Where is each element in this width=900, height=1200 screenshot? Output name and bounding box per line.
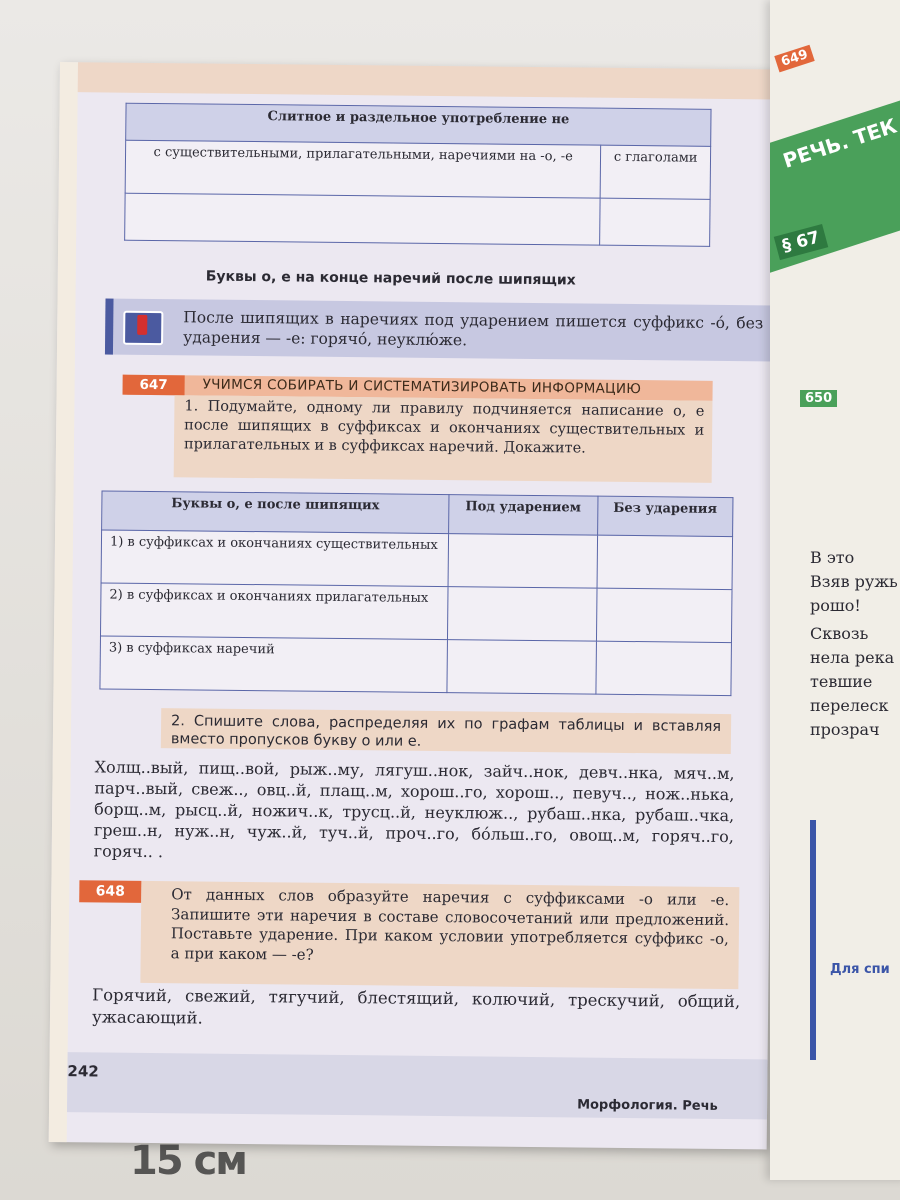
- facing-label: Для спи: [830, 962, 890, 977]
- task-647-number: 647: [123, 375, 185, 396]
- table-o-e-after-sibilants: [99, 490, 733, 696]
- table-header-stressed: Под ударением: [449, 495, 598, 536]
- exclamation-book-icon: [123, 311, 163, 345]
- table-ne-header: Слитное и раздельное употребление не: [126, 103, 711, 146]
- table-empty-cell: [447, 587, 596, 642]
- ruler-marking: 15 см: [130, 1138, 246, 1184]
- table-header-letters: Буквы о, е после шипящих: [102, 491, 449, 534]
- facing-heading: РЕЧЬ. ТЕК: [780, 113, 900, 173]
- table-ne-empty-cell: [125, 193, 601, 245]
- task-647-question-2: 2. Спишите слова, распределяя их по графам таблицы и вставляя вместо пропусков букву о или е.: [161, 708, 731, 754]
- rule-text: После шипящих в наречиях под ударением пишется суффикс -о́, без ударения — -е: горячо́, неуклю́же.: [183, 308, 764, 350]
- page-number: 242: [67, 1062, 99, 1081]
- facing-task-number: 649: [774, 45, 815, 73]
- facing-blue-rule: [810, 820, 816, 1060]
- section-subheading: Буквы о, е на конце наречий после шипящих: [205, 268, 576, 289]
- table-empty-cell: [596, 588, 732, 642]
- facing-task-number: 650: [800, 390, 837, 407]
- table-row: [101, 530, 733, 590]
- table-header-unstressed: Без ударения: [597, 496, 733, 536]
- facing-text-line: перелеск: [810, 696, 889, 715]
- facing-text-line: нела река: [810, 648, 895, 667]
- facing-text-line: тевшие: [810, 672, 873, 691]
- running-footer: Морфология. Речь: [577, 1097, 718, 1114]
- table-row: [100, 636, 732, 696]
- table-row-label: 2) в суффиксах и окончаниях прилагательных: [100, 583, 448, 640]
- rule-box: [105, 298, 774, 361]
- task-648-word-list: Горячий, свежий, тягучий, блестящий, колючий, трескучий, общий, ужасающий.: [91, 985, 741, 1028]
- table-ne-col-verbs: с глаголами: [600, 145, 710, 199]
- facing-section-badge: § 67: [774, 224, 829, 260]
- table-empty-cell: [448, 534, 597, 589]
- facing-text-line: Сквозь: [810, 624, 869, 643]
- table-ne-col-nouns: с существительными, прилагательными, наречиями на -о, -е: [125, 140, 601, 198]
- facing-text-line: прозрач: [810, 720, 880, 739]
- facing-page: [770, 0, 900, 1180]
- facing-text-line: рошо!: [810, 596, 861, 615]
- task-647-word-list: Холщ..вый, пищ..вой, рыж..му, лягуш..нок, зайч..нок, девч..нка, мяч..м, парч..вый, свеж.., овц..й, плащ..м, хорош..го, хорош.., певуч.., нож..нька, борщ..м, рысц..й, ножич..к, трусц..й, неуклюж.., рубаш..нка, рубаш..чка, греш..н, нуж..н, чуж..й, туч..й, проч..го, бо́льш..го, овощ..м, горяч..го, горяч.. .: [93, 757, 735, 862]
- facing-text-line: Взяв ружь: [810, 572, 898, 591]
- task-648-number: 648: [79, 880, 141, 903]
- table-empty-cell: [597, 535, 733, 589]
- facing-text-line: В это: [810, 548, 855, 567]
- textbook-page: [49, 62, 778, 1149]
- task-647-question-1: 1. Подумайте, одному ли правилу подчиняется написание о, е после шипящих в суффиксах и окончаниях существительных и прилагательных и в суффиксах наречий. Докажите.: [174, 395, 713, 483]
- table-ne-usage: [124, 103, 711, 247]
- task-648-instructions: От данных слов образуйте наречия с суффиксами -о или -е. Запишите эти наречия в составе словосочетаний или предложений. Поставьте ударение. При каком условии употребляется суффикс -о, а при каком — -е?: [140, 881, 739, 989]
- page-top-band: [78, 62, 778, 99]
- table-row-label: 1) в суффиксах и окончаниях существительных: [101, 530, 449, 587]
- task-647-title: УЧИМСЯ СОБИРАТЬ И СИСТЕМАТИЗИРОВАТЬ ИНФОРМАЦИЮ: [202, 376, 642, 398]
- table-row: [100, 583, 732, 643]
- table-empty-cell: [447, 640, 596, 695]
- table-empty-cell: [596, 641, 732, 695]
- table-ne-empty-cell: [600, 198, 710, 246]
- table-row-label: 3) в суффиксах наречий: [100, 636, 448, 693]
